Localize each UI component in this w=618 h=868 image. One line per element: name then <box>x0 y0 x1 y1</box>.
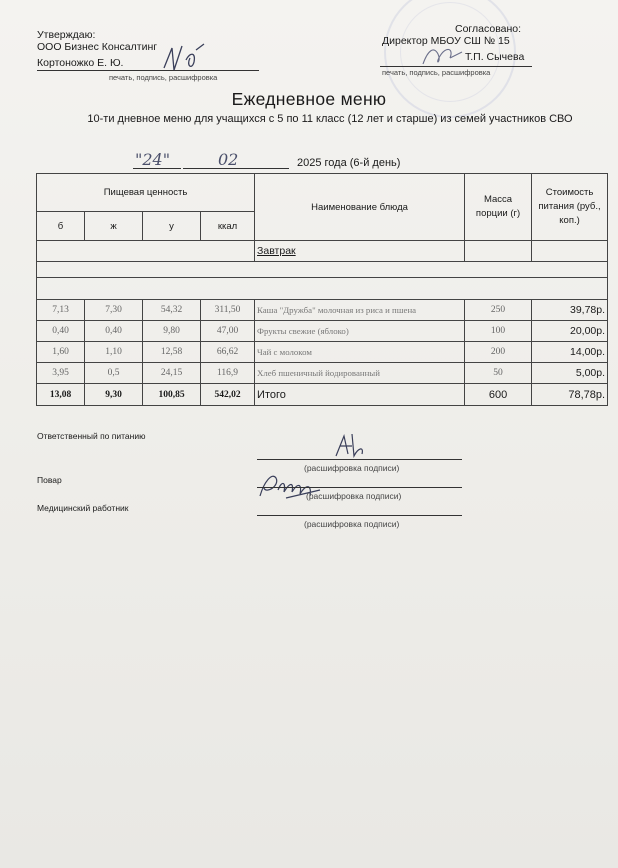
header-u: у <box>143 212 201 241</box>
medic-label: Медицинский работник <box>37 503 129 513</box>
date-rest: 2025 года (6-й день) <box>297 157 401 169</box>
total-label: Итого <box>255 384 465 406</box>
responsible-caption: (расшифровка подписи) <box>304 463 400 473</box>
dish-cost: 14,00р. <box>532 342 608 363</box>
date-day-quotes: "24" <box>135 150 171 169</box>
dish-name: Фрукты свежие (яблоко) <box>255 321 465 342</box>
responsible-line <box>257 459 462 460</box>
approve-signature-line <box>37 70 259 71</box>
dish-cost: 5,00р. <box>532 363 608 384</box>
table-row: 7,13 7,30 54,32 311,50 Каша "Дружба" молочная из риса и пшена 250 39,78р. <box>37 300 608 321</box>
dish-name: Чай с молоком <box>255 342 465 363</box>
header-zh: ж <box>85 212 143 241</box>
header-cost: Стоимость питания (руб., коп.) <box>532 174 608 241</box>
section-breakfast: Завтрак <box>255 241 465 262</box>
header-kcal: ккал <box>201 212 255 241</box>
approve-signature <box>160 42 210 76</box>
cook-caption: (расшифровка подписи) <box>306 491 402 501</box>
cook-label: Повар <box>37 475 62 485</box>
cook-line <box>257 487 462 488</box>
header-nutrition: Пищевая ценность <box>37 174 255 212</box>
total-cost: 78,78р. <box>532 384 608 406</box>
dish-cost: 39,78р. <box>532 300 608 321</box>
date-day-line <box>133 168 181 169</box>
approve-caption: печать, подпись, расшифровка <box>109 73 218 82</box>
date-day: 24 <box>142 150 163 169</box>
medic-caption: (расшифровка подписи) <box>304 519 400 529</box>
header-b: б <box>37 212 85 241</box>
header-dish: Наименование блюда <box>255 174 465 241</box>
responsible-signature <box>330 428 370 462</box>
dish-cost: 20,00р. <box>532 321 608 342</box>
agree-person: Т.П. Сычева <box>465 51 525 63</box>
agree-label: Согласовано: <box>455 23 522 35</box>
approve-org: ООО Бизнес Консалтинг <box>37 41 158 53</box>
page-subtitle: 10-ти дневное меню для учащихся с 5 по 11 класс (12 лет и старше) из семей участников СВО <box>87 113 573 125</box>
menu-table <box>36 173 608 406</box>
table-row: 0,40 0,40 9,80 47,00 Фрукты свежие (яблоко) 100 20,00р. <box>37 321 608 342</box>
table-row: 3,95 0,5 24,15 116,9 Хлеб пшеничный йодированный 50 5,00р. <box>37 363 608 384</box>
medic-line <box>257 515 462 516</box>
approve-label: Утверждаю: <box>37 29 96 41</box>
header-mass: Масса порции (г) <box>465 174 532 241</box>
agree-caption: печать, подпись, расшифровка <box>382 68 491 77</box>
total-row: 13,08 9,30 100,85 542,02 Итого 600 78,78р. <box>37 384 608 406</box>
date-month: 02 <box>218 150 239 169</box>
dish-name: Хлеб пшеничный йодированный <box>255 363 465 384</box>
page-title: Ежедневное меню <box>231 89 387 109</box>
responsible-label: Ответственный по питанию <box>37 431 146 441</box>
table-row: 1,60 1,10 12,58 66,62 Чай с молоком 200 14,00р. <box>37 342 608 363</box>
date-month-line <box>183 168 289 169</box>
empty-row <box>37 262 608 278</box>
agree-position: Директор МБОУ СШ № 15 <box>382 35 510 47</box>
approve-person: Кортоножко Е. Ю. <box>37 57 124 69</box>
dish-name: Каша "Дружба" молочная из риса и пшена <box>255 300 465 321</box>
total-mass: 600 <box>465 384 532 406</box>
